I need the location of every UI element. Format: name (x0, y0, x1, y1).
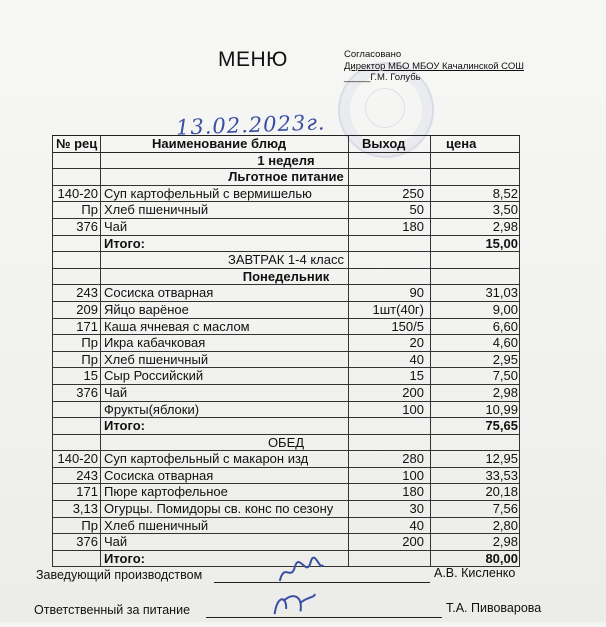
dish-price: 10,99 (485, 401, 518, 417)
page-title: МЕНЮ (218, 48, 288, 71)
recipe-number: Пр (81, 517, 98, 533)
dish-name: Сосиска отварная (104, 467, 214, 483)
handwritten-date: 13.02.2023г. (175, 110, 326, 140)
section-title: ЗАВТРАК 1-4 класс (228, 252, 344, 268)
dish-name: Хлеб пшеничный (104, 202, 209, 218)
section-row (52, 269, 520, 286)
dish-price: 80,00 (485, 550, 518, 566)
recipe-number: 209 (76, 301, 98, 317)
table-row (52, 501, 520, 518)
dish-yield: 40 (409, 351, 424, 367)
col-header-name: Наименование блюд (152, 136, 287, 151)
dish-price: 4,60 (492, 335, 518, 351)
dish-name: Чай (104, 534, 128, 550)
responsible-signature-line (206, 617, 442, 618)
dish-yield: 50 (409, 202, 424, 218)
recipe-number: 376 (76, 534, 98, 550)
dish-yield (348, 551, 424, 567)
dish-name: Суп картофельный с вермишелью (104, 185, 312, 201)
table-row (52, 285, 520, 302)
manager-signature (274, 555, 328, 594)
table-row (52, 534, 520, 551)
dish-name: Яйцо варёное (104, 301, 189, 317)
dish-name: Икра кабачковая (104, 335, 206, 351)
recipe-number: 243 (76, 285, 98, 301)
dish-name: Чай (104, 218, 128, 234)
approval-line: Директор МБО МБОУ Качалинской СОШ (344, 60, 524, 72)
dish-yield: 90 (409, 285, 424, 301)
recipe-number: 3,13 (72, 501, 98, 517)
col-header-yield: Выход (362, 136, 406, 151)
dish-name: Фрукты(яблоки) (104, 401, 200, 417)
dish-yield: 30 (409, 501, 424, 517)
col-header-num: № рец (56, 136, 98, 151)
table-row (52, 219, 520, 236)
recipe-number: 376 (76, 384, 98, 400)
table-row (52, 352, 520, 369)
recipe-number (52, 418, 98, 434)
section-title: Понедельник (242, 268, 330, 284)
table-row (52, 202, 520, 219)
dish-yield: 15 (409, 368, 424, 384)
dish-price: 8,52 (492, 185, 518, 201)
recipe-number: 140-20 (57, 451, 98, 467)
table-row (52, 518, 520, 535)
dish-name: Огурцы. Помидоры св. конс по сезону (104, 501, 334, 517)
table-body (52, 153, 520, 568)
dish-yield: 20 (409, 335, 424, 351)
dish-name: Сосиска отварная (104, 285, 214, 301)
responsible-signature (268, 587, 321, 626)
dish-price: 12,95 (485, 451, 518, 467)
table-row (52, 368, 520, 385)
recipe-number: 171 (76, 318, 98, 334)
dish-price: 33,53 (485, 467, 518, 483)
manager-name: А.В. Кисленко (434, 566, 516, 580)
responsible-name: Т.А. Пивоварова (446, 601, 542, 615)
table-row (52, 302, 520, 319)
dish-price: 2,98 (492, 384, 518, 400)
dish-name: Каша ячневая с маслом (104, 318, 250, 334)
dish-yield: 200 (402, 534, 424, 550)
manager-label: Заведующий производством (36, 568, 203, 582)
column-rule-right (519, 136, 520, 567)
recipe-number (52, 236, 98, 252)
dish-name: Итого: (104, 235, 145, 251)
dish-name: Итого: (104, 418, 145, 434)
table-row (52, 451, 520, 468)
dish-price: 2,95 (492, 351, 518, 367)
dish-yield: 100 (402, 401, 424, 417)
table-header (52, 136, 520, 153)
dish-name: Пюре картофельное (104, 484, 228, 500)
dish-price: 6,60 (492, 318, 518, 334)
table-row (52, 186, 520, 203)
recipe-number: 140-20 (57, 185, 98, 201)
recipe-number (52, 551, 98, 567)
column-rule-name (348, 136, 349, 567)
dish-price: 7,56 (492, 501, 518, 517)
table-row (52, 484, 520, 501)
dish-yield (348, 236, 424, 252)
table-row (52, 402, 520, 419)
col-header-price: цена (446, 136, 477, 151)
dish-yield: 40 (409, 517, 424, 533)
menu-table (52, 135, 520, 567)
section-row (52, 252, 520, 269)
dish-price: 7,50 (492, 368, 518, 384)
dish-yield: 1шт(40г) (372, 301, 424, 317)
recipe-number: 15 (83, 368, 98, 384)
section-title: Льготное питание (228, 169, 344, 185)
table-row (52, 468, 520, 485)
dish-name: Сыр Российский (104, 368, 204, 384)
dish-price: 9,00 (492, 301, 518, 317)
recipe-number: 243 (76, 467, 98, 483)
dish-price: 2,80 (492, 517, 518, 533)
total-row (52, 418, 520, 435)
dish-price: 2,98 (492, 218, 518, 234)
dish-name: Чай (104, 384, 128, 400)
dish-name: Хлеб пшеничный (104, 517, 209, 533)
recipe-number: Пр (81, 202, 98, 218)
dish-yield (348, 418, 424, 434)
section-title: ОБЕД (267, 434, 305, 450)
approval-line: Согласовано (344, 49, 402, 60)
recipe-number (52, 402, 98, 418)
approval-line: _____Г.М. Голубь (344, 72, 421, 83)
dish-yield: 250 (402, 185, 424, 201)
dish-yield: 100 (402, 467, 424, 483)
column-rule-num (100, 136, 101, 567)
approval-block (344, 49, 524, 84)
table-row (52, 319, 520, 336)
dish-yield: 280 (402, 451, 424, 467)
section-row (52, 153, 520, 170)
column-rule-yield (430, 136, 431, 567)
recipe-number: Пр (81, 335, 98, 351)
dish-yield: 200 (402, 384, 424, 400)
dish-yield: 150/5 (391, 318, 424, 334)
recipe-number: Пр (81, 351, 98, 367)
dish-yield: 180 (402, 218, 424, 234)
table-row (52, 385, 520, 402)
dish-name: Хлеб пшеничный (104, 351, 209, 367)
total-row (52, 236, 520, 253)
section-title: 1 неделя (257, 152, 315, 168)
dish-price: 20,18 (485, 484, 518, 500)
dish-price: 3,50 (492, 202, 518, 218)
responsible-label: Ответственный за питание (34, 603, 191, 617)
section-row (52, 435, 520, 452)
column-rule-left (52, 136, 53, 567)
dish-name: Итого: (104, 550, 145, 566)
dish-price: 75,65 (485, 418, 518, 434)
recipe-number: 376 (76, 218, 98, 234)
table-row (52, 335, 520, 352)
dish-name: Суп картофельный с макарон изд (104, 451, 309, 467)
recipe-number: 171 (76, 484, 98, 500)
dish-price: 2,98 (492, 534, 518, 550)
approval-stamp-emblem (365, 88, 405, 128)
dish-price: 31,03 (485, 285, 518, 301)
dish-price: 15,00 (485, 235, 518, 251)
section-row (52, 169, 520, 186)
dish-yield: 180 (402, 484, 424, 500)
